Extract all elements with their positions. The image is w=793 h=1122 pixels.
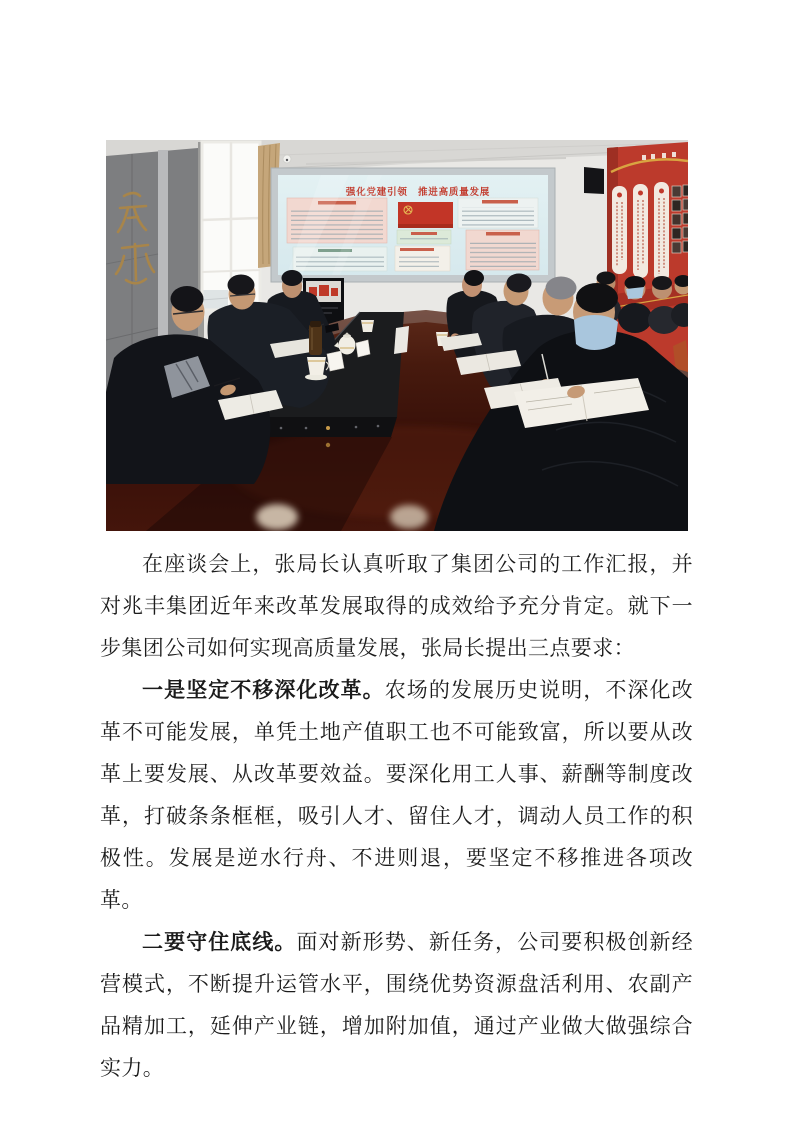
meeting-photo <box>106 140 688 531</box>
culture-wall-panels <box>612 182 669 282</box>
paragraph-text: 在座谈会上，张局长认真听取了集团公司的工作汇报，并对兆丰集团近年来改革发展取得的成效给予充分肯定。就下一步集团公司如何实现高质量发展，张局长提出三点要求： <box>100 552 693 660</box>
speaker <box>584 167 604 194</box>
name-card <box>327 351 344 371</box>
article-body <box>100 543 693 1089</box>
paragraph-point-1 <box>100 669 693 921</box>
face-mask <box>626 287 644 299</box>
banner-title-text: 强化党建引领 推进高质量发展 <box>345 187 491 198</box>
light-reflection <box>390 505 428 529</box>
grey-hair <box>546 277 577 300</box>
paragraph-point-2 <box>100 921 693 1089</box>
culture-wall-photo-grid <box>672 185 688 253</box>
name-card <box>356 340 370 357</box>
gold-stud <box>326 426 330 430</box>
meeting-room-scene <box>106 140 688 531</box>
thermos <box>309 324 322 355</box>
paragraph-intro <box>100 543 693 669</box>
tea-cup <box>307 357 326 375</box>
paragraph-text: 农场的发展历史说明，不深化改革不可能发展，单凭土地产值职工也不可能致富，所以要从改革上要发展、从改革要效益。要深化用工人事、薪酬等制度改革，打破条条框框，吸引人才、留住人才，调动人员工作的积极性。发展是逆水行舟、不进则退，要坚定不移推进各项改革。 <box>100 678 693 912</box>
tea-cup <box>361 320 374 332</box>
paragraph-lead: 二要守住底线。 <box>142 930 297 954</box>
paragraph-text: 面对新形势、新任务，公司要积极创新经营模式，不断提升运管水平，围绕优势资源盘活利用、农副产品精加工，延伸产业链，增加附加值，通过产业做大做强综合实力。 <box>100 930 693 1080</box>
face-mask <box>574 315 618 350</box>
runner-card <box>394 326 409 354</box>
paragraph-lead: 一是坚定不移深化改革。 <box>142 678 385 702</box>
party-banner-board <box>271 158 566 282</box>
light-reflection <box>256 504 298 530</box>
